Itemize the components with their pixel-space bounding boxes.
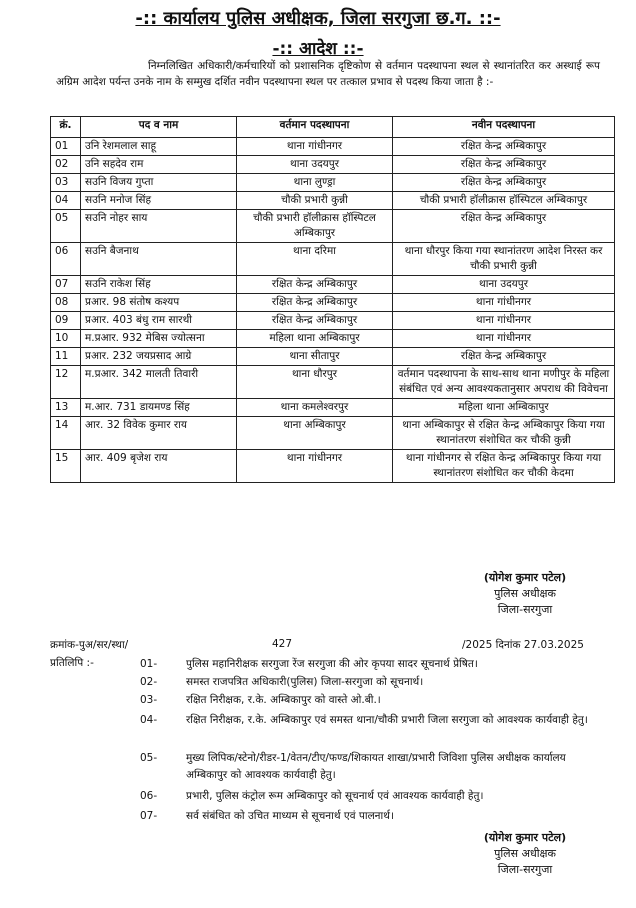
row-post-name: सउनि नोहर साय [81, 210, 237, 243]
row-current-posting: रक्षित केन्द्र अम्बिकापुर [237, 294, 393, 312]
table-row [51, 276, 615, 294]
table-row [51, 294, 615, 312]
table-row [51, 366, 615, 399]
row-current-posting: थाना गांधीनगर [237, 450, 393, 483]
row-post-name: म.प्रआर. 342 मालती तिवारी [81, 366, 237, 399]
reference-prefix: क्रमांक-पुअ/सर/स्था/ [50, 639, 129, 651]
copy-item-number: 01- [140, 658, 158, 670]
row-post-name: सउनि मनोज सिंह [81, 192, 237, 210]
row-new-posting: थाना गांधीनगर [393, 294, 615, 312]
row-serial: 14 [51, 417, 81, 450]
row-current-posting: थाना लुण्ड्रा [237, 174, 393, 192]
reference-date: /2025 दिनांक 27.03.2025 [462, 639, 584, 651]
intro-paragraph: निम्नलिखित अधिकारी/कर्मचारियों को प्रशासनिक दृष्टिकोण से वर्तमान पदस्थापना स्थल से स्थानांतरित कर अस्थाई रूप अग्रिम आदेश पर्यन्त उनके नाम के सम्मुख दर्शित नवीन पदस्थापना स्थल पर तत्काल प्रभाव से पदस्थ किया जाता है :- [56, 60, 600, 88]
row-post-name: प्रआर. 98 संतोष कश्यप [81, 294, 237, 312]
table-row [51, 450, 615, 483]
copy-item-number: 03- [140, 694, 158, 706]
copy-item-number: 07- [140, 810, 158, 822]
signature-block-2 [450, 830, 600, 878]
table-row [51, 174, 615, 192]
row-post-name: प्रआर. 403 बंधु राम सारथी [81, 312, 237, 330]
row-current-posting: महिला थाना अम्बिकापुर [237, 330, 393, 348]
row-post-name: सउनि राकेश सिंह [81, 276, 237, 294]
table-row [51, 417, 615, 450]
copy-item-text: पुलिस महानिरीक्षक सरगुजा रेंज सरगुजा की ओर कृपया सादर सूचनार्थ प्रेषित। [186, 658, 478, 670]
row-serial: 09 [51, 312, 81, 330]
table-row [51, 330, 615, 348]
row-current-posting: थाना अम्बिकापुर [237, 417, 393, 450]
row-post-name: आर. 409 बृजेश राय [81, 450, 237, 483]
row-serial: 04 [51, 192, 81, 210]
row-new-posting: रक्षित केन्द्र अम्बिकापुर [393, 138, 615, 156]
row-post-name: आर. 32 विवेक कुमार राय [81, 417, 237, 450]
row-new-posting: रक्षित केन्द्र अम्बिकापुर [393, 174, 615, 192]
table-row [51, 156, 615, 174]
row-serial: 03 [51, 174, 81, 192]
row-new-posting: रक्षित केन्द्र अम्बिकापुर [393, 210, 615, 243]
copy-item-text: मुख्य लिपिक/स्टेनो/रीडर-1/वेतन/टीए/फण्ड/शिकायत शाखा/प्रभारी जिविशा पुलिस अधीक्षक कार्यालय अम्बिकापुर को आवश्यक कार्यवाही हेतु। [186, 752, 566, 781]
copy-item-text: प्रभारी, पुलिस कंट्रोल रूम अम्बिकापुर को सूचनार्थ एवं आवश्यक कार्यवाही हेतु। [186, 790, 484, 802]
row-post-name: सउनि विजय गुप्ता [81, 174, 237, 192]
office-title: -:: कार्यालय पुलिस अधीक्षक, जिला सरगुजा छ.ग. ::- [135, 8, 501, 29]
signature-block-1 [450, 570, 600, 618]
row-new-posting: थाना अम्बिकापुर से रक्षित केन्द्र अम्बिकापुर किया गया स्थानांतरण संशोधित कर चौकी कुन्नी [393, 417, 615, 450]
row-current-posting: थाना धौरपुर [237, 366, 393, 399]
row-current-posting: थाना उदयपुर [237, 156, 393, 174]
row-new-posting: थाना गांधीनगर [393, 312, 615, 330]
signatory-name: (योगेश कुमार पटेल) [483, 571, 567, 584]
row-serial: 07 [51, 276, 81, 294]
table-row [51, 243, 615, 276]
order-heading: -:: आदेश ::- [272, 39, 364, 59]
transfer-table [50, 116, 615, 483]
row-post-name: म.प्रआर. 932 मेबिस ज्योत्सना [81, 330, 237, 348]
row-serial: 01 [51, 138, 81, 156]
table-row [51, 192, 615, 210]
copy-item-number: 05- [140, 752, 158, 764]
copy-item-number: 04- [140, 714, 158, 726]
row-current-posting: थाना सीतापुर [237, 348, 393, 366]
row-current-posting: थाना कमलेश्वरपुर [237, 399, 393, 417]
row-serial: 05 [51, 210, 81, 243]
row-post-name: उनि सहदेव राम [81, 156, 237, 174]
row-current-posting: रक्षित केन्द्र अम्बिकापुर [237, 312, 393, 330]
row-post-name: प्रआर. 232 जयप्रसाद आग्रे [81, 348, 237, 366]
row-new-posting: महिला थाना अम्बिकापुर [393, 399, 615, 417]
signatory-designation: पुलिस अधीक्षक [494, 847, 556, 860]
signatory-designation: पुलिस अधीक्षक [494, 587, 556, 600]
row-new-posting: वर्तमान पदस्थापना के साथ-साथ थाना मणीपुर के महिला संबंधित एवं अन्य आवश्यकतानुसार अपराध की विवेचना [393, 366, 615, 399]
row-post-name: उनि रेशमलाल साहू [81, 138, 237, 156]
header-serial: क्रं. [51, 117, 81, 138]
signatory-district: जिला-सरगुजा [497, 603, 553, 616]
row-current-posting: थाना गांधीनगर [237, 138, 393, 156]
row-new-posting: थाना गांधीनगर [393, 330, 615, 348]
table-header-row [51, 117, 615, 138]
copy-item-number: 02- [140, 676, 158, 688]
table-row [51, 348, 615, 366]
row-serial: 02 [51, 156, 81, 174]
table-row [51, 312, 615, 330]
row-serial: 11 [51, 348, 81, 366]
row-serial: 06 [51, 243, 81, 276]
copy-label: प्रतिलिपि :- [50, 657, 94, 669]
row-current-posting: रक्षित केन्द्र अम्बिकापुर [237, 276, 393, 294]
row-current-posting: चौकी प्रभारी हॉलीक्रास हॉस्पिटल अम्बिकापुर [237, 210, 393, 243]
header-post-name: पद व नाम [81, 117, 237, 138]
reference-number: 427 [272, 638, 293, 650]
row-new-posting: थाना गांधीनगर से रक्षित केन्द्र अम्बिकापुर किया गया स्थानांतरण संशोधित कर चौकी केदमा [393, 450, 615, 483]
row-serial: 15 [51, 450, 81, 483]
row-serial: 13 [51, 399, 81, 417]
header-new-posting: नवीन पदस्थापना [393, 117, 615, 138]
copy-item-number: 06- [140, 790, 158, 802]
row-new-posting: रक्षित केन्द्र अम्बिकापुर [393, 156, 615, 174]
row-serial: 12 [51, 366, 81, 399]
row-new-posting: थाना धौरपुर किया गया स्थानांतरण आदेश निरस्त कर चौकी प्रभारी कुन्नी [393, 243, 615, 276]
row-post-name: सउनि बैजनाथ [81, 243, 237, 276]
copy-item-text: समस्त राजपत्रित अधिकारी(पुलिस) जिला-सरगुजा को सूचनार्थ। [186, 676, 424, 688]
copy-item-text: रक्षित निरीक्षक, र.के. अम्बिकापुर को वास्ते ओ.बी.। [186, 694, 381, 706]
row-new-posting: चौकी प्रभारी हॉलीक्रास हॉस्पिटल अम्बिकापुर [393, 192, 615, 210]
row-current-posting: थाना दरिमा [237, 243, 393, 276]
row-serial: 08 [51, 294, 81, 312]
copy-item-text: सर्व संबंधित को उचित माध्यम से सूचनार्थ एवं पालनार्थ। [186, 810, 394, 822]
table-body [51, 138, 615, 483]
row-new-posting: रक्षित केन्द्र अम्बिकापुर [393, 348, 615, 366]
row-new-posting: थाना उदयपुर [393, 276, 615, 294]
table-row [51, 210, 615, 243]
header-current-posting: वर्तमान पदस्थापना [237, 117, 393, 138]
signatory-name: (योगेश कुमार पटेल) [483, 831, 567, 844]
row-post-name: म.आर. 731 डायमण्ड सिंह [81, 399, 237, 417]
table-row [51, 399, 615, 417]
copy-item-text: रक्षित निरीक्षक, र.के. अम्बिकापुर एवं समस्त थाना/चौकी प्रभारी जिला सरगुजा को आवश्यक कार्यवाही हेतु। [186, 714, 588, 726]
table-row [51, 138, 615, 156]
row-serial: 10 [51, 330, 81, 348]
signatory-district: जिला-सरगुजा [497, 863, 553, 876]
row-current-posting: चौकी प्रभारी कुन्नी [237, 192, 393, 210]
